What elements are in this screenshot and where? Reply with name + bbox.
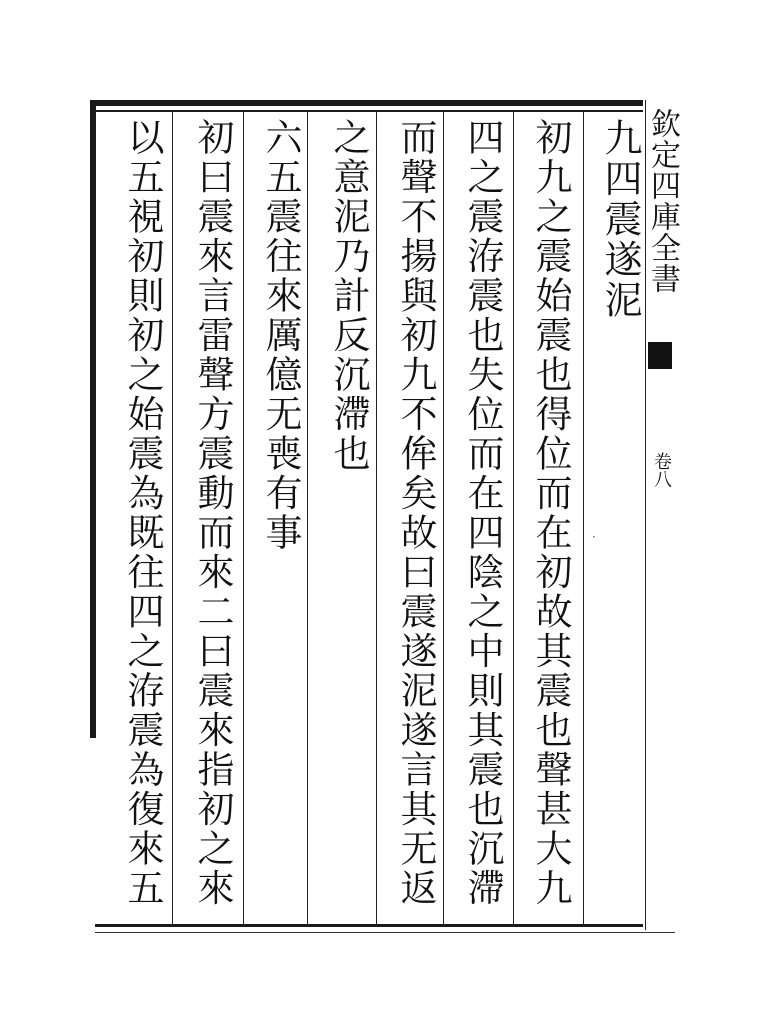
frame-left-border: [90, 100, 96, 738]
column-rule: [513, 112, 514, 924]
book-title: 欽定四庫全書: [645, 108, 680, 294]
fishtail-mark: [648, 342, 672, 368]
ink-speck: ·: [592, 530, 596, 544]
column-rule: [172, 112, 173, 924]
text-column-6: 六五震往來厲億无喪有事: [259, 118, 302, 553]
text-column-4: 而聲不揚與初九不侔矣故曰震遂泥遂言其无返: [394, 118, 437, 908]
column-rule: [583, 112, 584, 924]
text-column-1-heading: 九四震遂泥: [598, 118, 642, 321]
text-column-2: 初九之震始震也得位而在初故其震也聲甚大九: [529, 118, 572, 908]
fishtail-rule: [648, 368, 672, 373]
text-column-5: 之意泥乃計反沉滯也: [327, 118, 370, 474]
frame-bottom-inner-border: [95, 932, 675, 933]
text-column-3: 四之震洊震也失位而在四陰之中則其震也沉滯: [461, 118, 504, 908]
text-column-7: 初曰震來言雷聲方震動而來二曰震來指初之來: [191, 118, 234, 908]
frame-top-inner-border: [95, 110, 643, 112]
text-column-8: 以五視初則初之始震為既往四之洊震為復來五: [121, 118, 164, 908]
volume-label: 卷八: [651, 452, 672, 488]
column-rule: [243, 112, 244, 924]
frame-top-border: [95, 100, 643, 106]
frame-bottom-border: [95, 924, 643, 927]
